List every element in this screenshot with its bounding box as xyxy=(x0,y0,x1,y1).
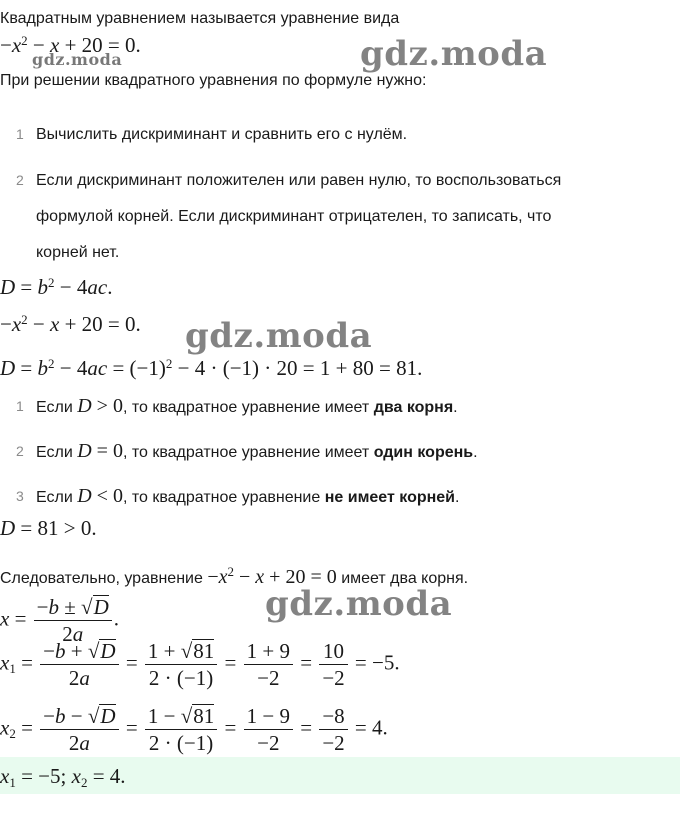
equation: $-x^2 - x + 20 = 0$. xyxy=(0,311,141,336)
intro-text: Квадратным уравнением называется уравнение вида xyxy=(0,10,400,27)
step-text: формулой корней. Если дискриминант отрицателен, то записать, что xyxy=(36,208,552,225)
case-number: 3 xyxy=(16,488,24,504)
answer: $x_1 = -5$; $x_2 = 4$. xyxy=(0,764,126,790)
step-text: Если дискриминант положителен или равен нулю, то воспользоваться xyxy=(36,172,562,189)
step-number: 1 xyxy=(16,126,24,142)
case-number: 2 xyxy=(16,443,24,459)
step-text: корней нет. xyxy=(36,244,120,261)
case-text: Если D = 0, то квадратное уравнение имеет один корень. xyxy=(36,440,478,462)
discriminant-calculation: $D = b^2 - 4ac = (-1)^2 - 4 \cdot (-1) \cdot 20 = 1 + 80 = 81$. xyxy=(0,355,423,380)
conclusion: Следовательно, уравнение $-x^2 - x + 20 = 0$ имеет два корня. xyxy=(0,563,469,588)
discriminant-result: D = 81 > 0. xyxy=(0,516,97,540)
watermark-small: gdz.moda xyxy=(32,50,123,69)
intro-equation: $-x^2 - x + 20 = 0$. xyxy=(0,32,141,57)
case-number: 1 xyxy=(16,398,24,414)
step-number: 2 xyxy=(16,172,24,188)
root-x2-calculation: $x_2$ = $\frac{-b - √D}{2a}$ = $\frac{1 - √81}{2 \cdot (-1)}$ = $\frac{1 - 9}{-2}$ = $\frac{-8}{-2}$ = 4. xyxy=(0,704,388,755)
watermark-top: gdz.moda xyxy=(360,34,548,74)
case-text: Если D > 0, то квадратное уравнение имеет два корня. xyxy=(36,395,458,417)
watermark-bottom: gdz.moda xyxy=(265,584,453,624)
watermark-middle: gdz.moda xyxy=(185,316,373,356)
root-x1-calculation: $x_1$ = $\frac{-b + √D}{2a}$ = $\frac{1 + √81}{2 \cdot (-1)}$ = $\frac{1 + 9}{-2}$ = $\frac{10}{-2}$ = −5. xyxy=(0,639,400,690)
roots-formula: x = $\frac{-b \pm √D}{2a}$ . xyxy=(0,595,119,646)
discriminant-formula: $D = b^2 - 4ac$. xyxy=(0,274,113,299)
intro-instruction: При решении квадратного уравнения по формуле нужно: xyxy=(0,72,427,89)
case-text: Если D < 0, то квадратное уравнение не имеет корней. xyxy=(36,485,460,507)
step-text: Вычислить дискриминант и сравнить его с нулём. xyxy=(36,126,408,143)
